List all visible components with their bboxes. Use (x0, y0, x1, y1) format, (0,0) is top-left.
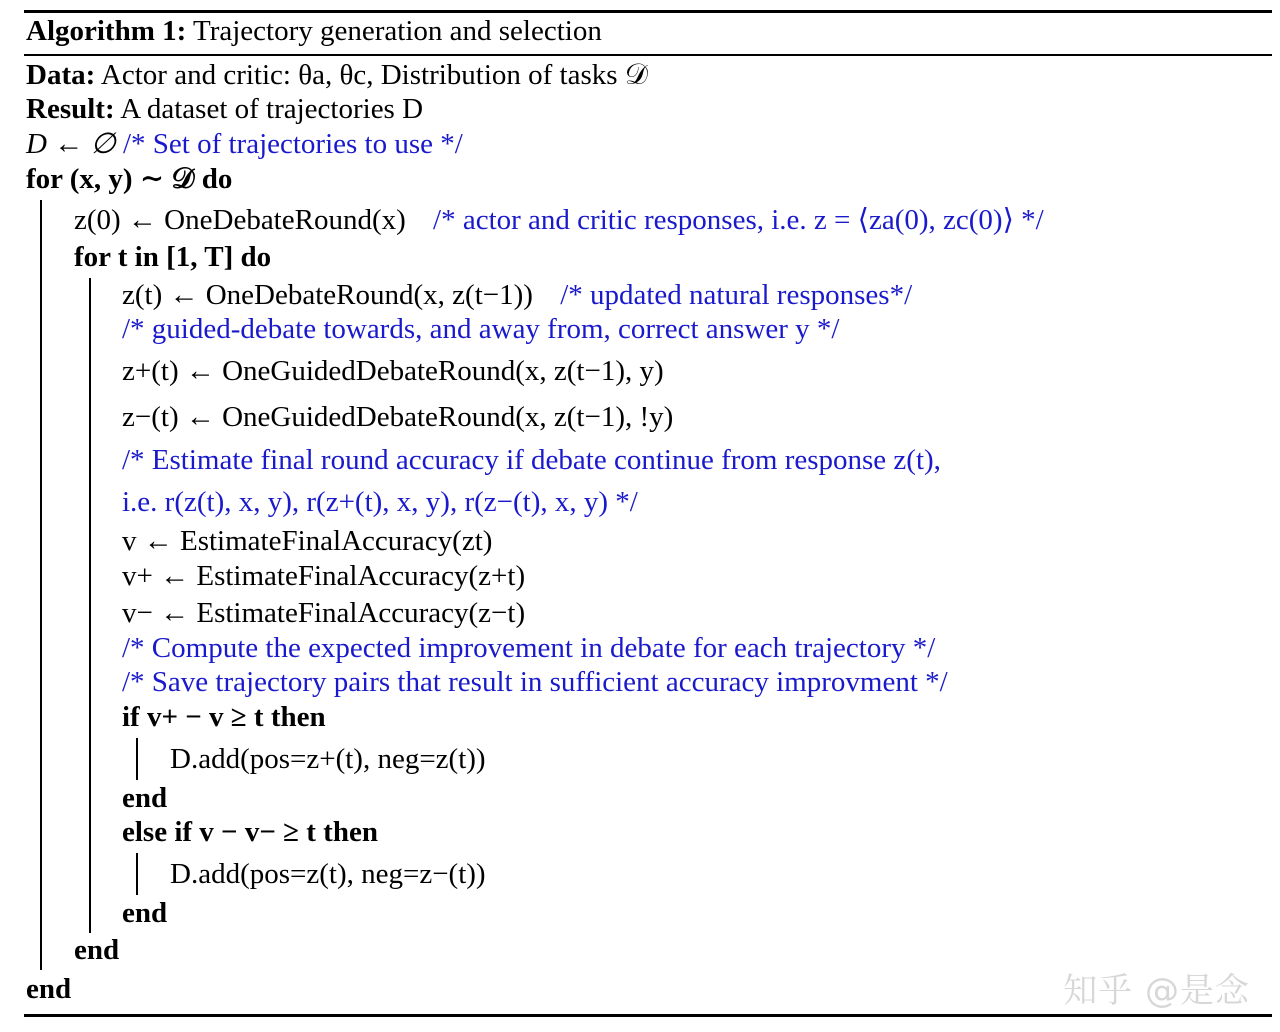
if-bar (136, 738, 138, 780)
save-comment-line: /* Save trajectory pairs that result in sufficient accuracy improvment */ (122, 666, 948, 698)
end-inner-line: end (74, 934, 120, 966)
algorithm-title: Trajectory generation and selection (193, 15, 602, 47)
zt-line (122, 281, 912, 310)
init-statement: D ← ∅ (26, 128, 116, 160)
top-rule (24, 10, 1272, 13)
result-text: A dataset of trajectories D (120, 93, 424, 125)
bottom-rule (24, 1014, 1272, 1017)
end-if-line: end (122, 782, 168, 814)
for-inner-line: for t in [1, T] do (74, 241, 272, 273)
z0-line (74, 206, 1044, 235)
header-rule (24, 54, 1272, 56)
inner-loop-bar (89, 278, 91, 933)
add-line-1: D.add(pos=z+(t), neg=z(t)) (170, 743, 486, 775)
add-line-2: D.add(pos=z(t), neg=z−(t)) (170, 858, 486, 890)
z0-comment: /* actor and critic responses, i.e. z = ⟨za(0), zc(0)⟩ */ (433, 204, 1044, 236)
watermark: 知乎 @是念 (1063, 971, 1250, 1011)
algorithm-header (26, 17, 602, 46)
init-line (26, 130, 463, 159)
v-line: v ← EstimateFinalAccuracy(zt) (122, 525, 493, 557)
data-line (26, 61, 648, 90)
zplus-line: z+(t) ← OneGuidedDebateRound(x, z(t−1), y) (122, 355, 664, 387)
zt-comment: /* updated natural responses*/ (560, 279, 913, 311)
vminus-line: v− ← EstimateFinalAccuracy(z−t) (122, 597, 526, 629)
end-outer-line: end (26, 973, 72, 1005)
if-line: if v+ − v ≥ t then (122, 701, 326, 733)
for-outer-line: for (x, y) ∼ 𝒟 do (26, 163, 233, 195)
elseif-bar (136, 853, 138, 895)
zminus-line: z−(t) ← OneGuidedDebateRound(x, z(t−1), !y) (122, 401, 674, 433)
data-label: Data: (26, 59, 96, 91)
guided-comment-line: /* guided-debate towards, and away from, correct answer y */ (122, 313, 840, 345)
init-comment: /* Set of trajectories to use */ (122, 128, 463, 160)
z0-statement: z(0) ← OneDebateRound(x) (74, 204, 406, 236)
algorithm-label: Algorithm 1: (26, 15, 187, 47)
result-line (26, 95, 423, 124)
estimate-comment-line-1: /* Estimate final round accuracy if debate continue from response z(t), (122, 444, 941, 476)
elseif-line: else if v − v− ≥ t then (122, 816, 378, 848)
zt-statement: z(t) ← OneDebateRound(x, z(t−1)) (122, 279, 533, 311)
data-text: Actor and critic: θa, θc, Distribution of tasks 𝒟 (100, 59, 648, 91)
end-elseif-line: end (122, 897, 168, 929)
estimate-comment-line-2: i.e. r(z(t), x, y), r(z+(t), x, y), r(z−(t), x, y) */ (122, 486, 638, 518)
result-label: Result: (26, 93, 115, 125)
vplus-line: v+ ← EstimateFinalAccuracy(z+t) (122, 560, 526, 592)
compute-comment-line: /* Compute the expected improvement in debate for each trajectory */ (122, 632, 936, 664)
outer-loop-bar (40, 200, 42, 970)
